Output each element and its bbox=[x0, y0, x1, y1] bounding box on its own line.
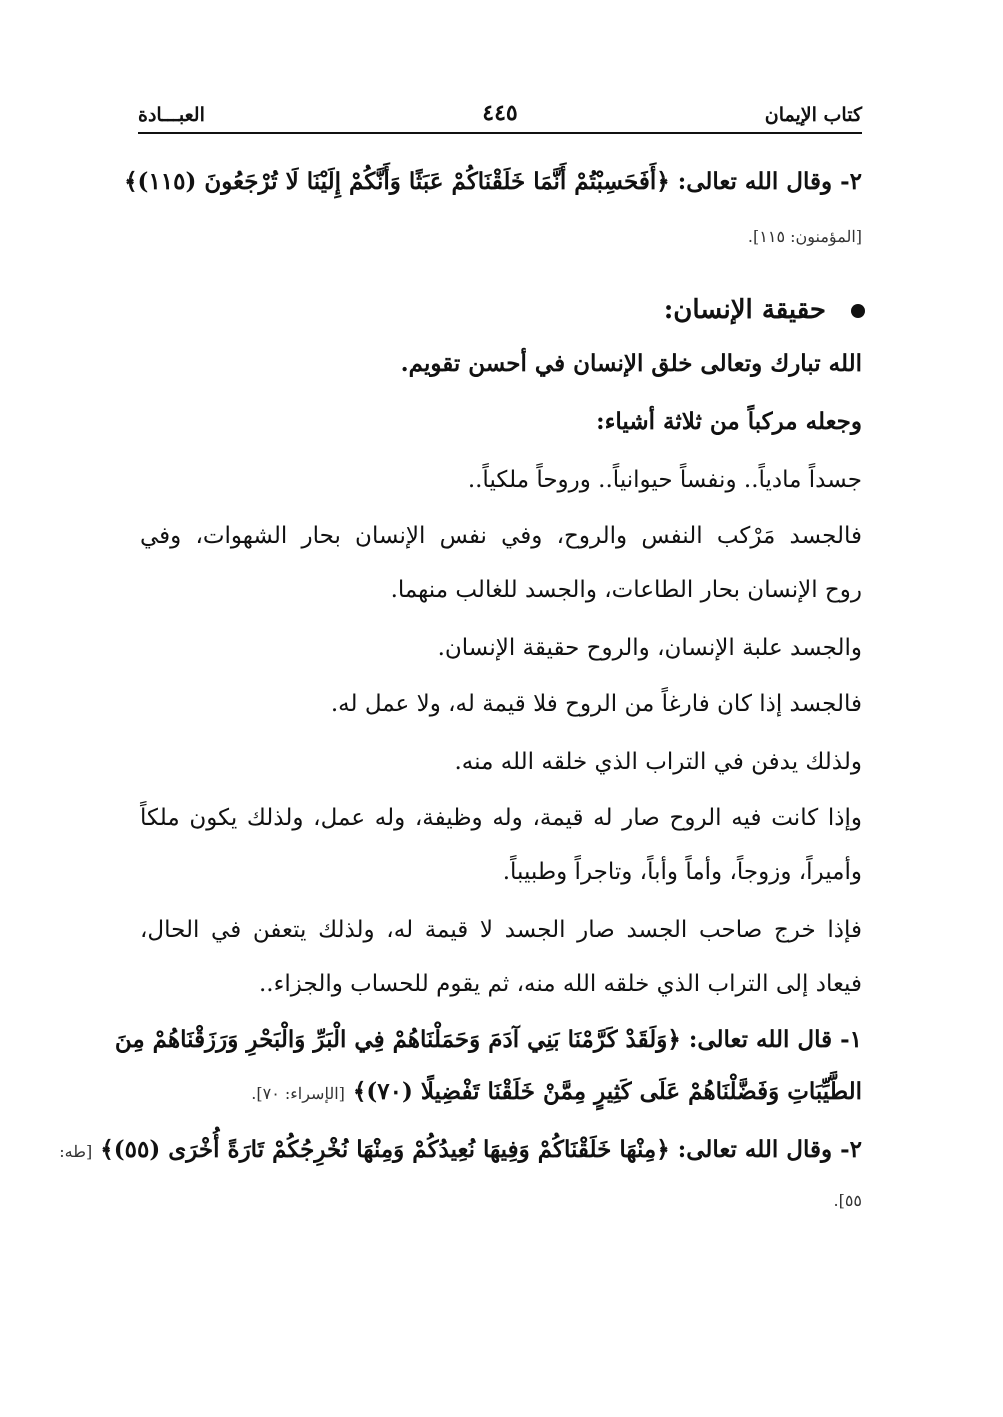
page-number: ٤٤٥ bbox=[482, 100, 518, 126]
verse-line bbox=[59, 1130, 862, 1172]
bullet-icon bbox=[851, 304, 865, 318]
verse-line: ١- قال الله تعالى: ﴿وَلَقَدْ كَرَّمْنَا بَنِي آدَمَ وَحَمَلْنَاهُمْ فِي الْبَرِّ وَالْبَحْرِ وَرَزَقْنَاهُمْ مِنَ bbox=[114, 1026, 862, 1053]
verse-reference: [المؤمنون: ١١٥]. bbox=[747, 227, 862, 246]
paragraph-line: فالجسد إذا كان فارغاً من الروح فلا قيمة له، ولا عمل له. bbox=[330, 691, 862, 717]
paragraph-line: الله تبارك وتعالى خلق الإنسان في أحسن تقويم. bbox=[400, 350, 862, 377]
paragraph-line: فيعاد إلى التراب الذي خلقه الله منه، ثم يقوم للحساب والجزاء.. bbox=[258, 971, 862, 997]
verse-reference: [الإسراء: ٧٠]. bbox=[251, 1084, 345, 1103]
paragraph-line: جسداً مادياً.. ونفساً حيوانياً.. وروحاً ملكياً.. bbox=[467, 467, 862, 493]
book-title: كتاب الإيمان bbox=[764, 104, 862, 126]
verse-line bbox=[140, 1072, 862, 1114]
verse-text: الطَّيِّبَاتِ وَفَضَّلْنَاهُمْ عَلَى كَثِيرٍ مِمَّنْ خَلَقْنَا تَفْضِيلًا (٧٠)﴾ bbox=[352, 1078, 862, 1105]
paragraph-line: وإذا كانت فيه الروح صار له قيمة، وله وظيفة، وله عمل، ولذلك يكون ملكاً bbox=[140, 805, 862, 831]
paragraph-line: والجسد علبة الإنسان، والروح حقيقة الإنسان. bbox=[437, 635, 862, 661]
verse-reference: ٥٥]. bbox=[833, 1191, 862, 1210]
paragraph-line: فالجسد مَرْكب النفس والروح، وفي نفس الإنسان بحار الشهوات، وفي bbox=[140, 523, 862, 549]
verse-text: ٢- وقال الله تعالى: ﴿مِنْهَا خَلَقْنَاكُمْ وَفِيهَا نُعِيدُكُمْ وَمِنْهَا نُخْرِجُكُمْ تَارَةً أُخْرَى (٥٥)﴾ bbox=[100, 1136, 862, 1163]
verse-line: ٢- وقال الله تعالى: ﴿أَفَحَسِبْتُمْ أَنَّمَا خَلَقْنَاكُمْ عَبَثًا وَأَنَّكُمْ إِلَيْنَا لَا تُرْجَعُونَ (١١٥)﴾ bbox=[124, 168, 862, 195]
paragraph-line: وأميراً، وزوجاً، وأماً وأباً، وتاجراً وطبيباً. bbox=[502, 859, 862, 885]
paragraph-line: ولذلك يدفن في التراب الذي خلقه الله منه. bbox=[454, 749, 862, 775]
paragraph-line: روح الإنسان بحار الطاعات، والجسد للغالب منهما. bbox=[390, 577, 862, 603]
chapter-title: العبـــادة bbox=[138, 104, 205, 126]
verse-reference: [طه: bbox=[59, 1142, 93, 1161]
paragraph-line: فإذا خرج صاحب الجسد صار الجسد لا قيمة له، ولذلك يتعفن في الحال، bbox=[140, 917, 862, 943]
header-divider bbox=[138, 132, 862, 134]
running-header bbox=[138, 98, 862, 136]
section-heading: حقيقة الإنسان: bbox=[663, 295, 826, 325]
paragraph-line: وجعله مركباً من ثلاثة أشياء: bbox=[596, 408, 862, 435]
